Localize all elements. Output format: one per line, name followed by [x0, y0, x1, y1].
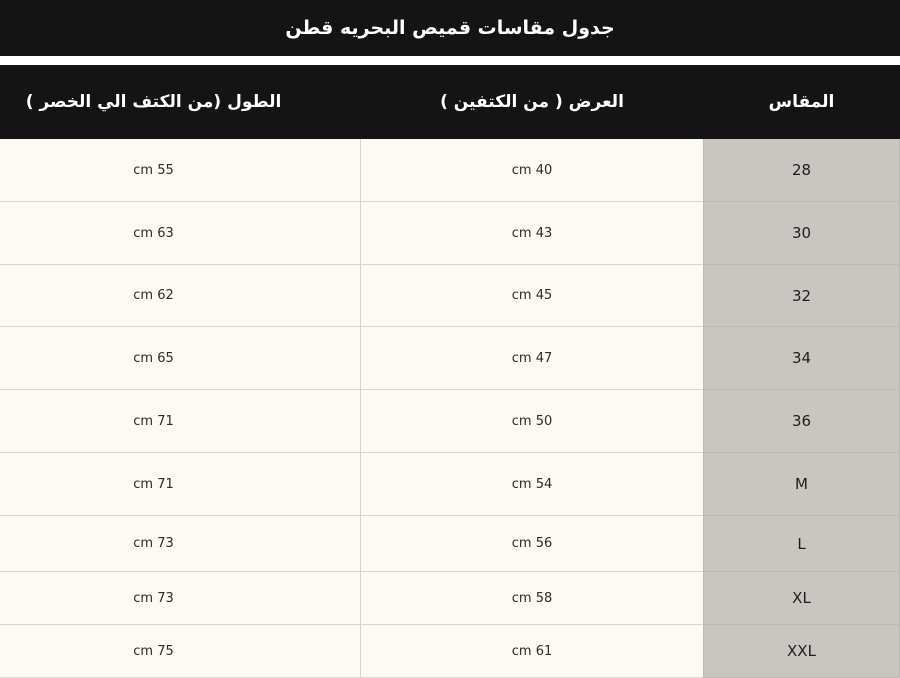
size-chart-table — [0, 65, 900, 678]
table-row — [0, 327, 900, 390]
cell-size: 34 — [704, 327, 900, 390]
cell-size: XXL — [704, 625, 900, 678]
cell-size: M — [704, 453, 900, 516]
column-header-width: العرض ( من الكتفين ) — [361, 66, 704, 139]
cell-length: 65 cm — [0, 327, 361, 390]
table-body — [0, 139, 900, 678]
cell-size: 32 — [704, 265, 900, 327]
cell-length: 71 cm — [0, 453, 361, 516]
table-row — [0, 572, 900, 625]
cell-size: 28 — [704, 139, 900, 202]
page-title — [0, 0, 900, 56]
cell-width: 56 cm — [361, 516, 704, 572]
page-title-text: جدول مقاسات قميص البحريه قطن — [285, 17, 615, 39]
cell-length: 71 cm — [0, 390, 361, 453]
cell-width: 50 cm — [361, 390, 704, 453]
cell-width: 54 cm — [361, 453, 704, 516]
table-row — [0, 139, 900, 202]
column-header-length: الطول (من الكتف الي الخصر ) — [0, 66, 361, 139]
cell-width: 43 cm — [361, 202, 704, 265]
cell-width: 40 cm — [361, 139, 704, 202]
table-row — [0, 202, 900, 265]
cell-width: 58 cm — [361, 572, 704, 625]
table-row — [0, 516, 900, 572]
table-row — [0, 453, 900, 516]
cell-size: XL — [704, 572, 900, 625]
cell-size: 30 — [704, 202, 900, 265]
table-row — [0, 390, 900, 453]
cell-length: 62 cm — [0, 265, 361, 327]
cell-length: 75 cm — [0, 625, 361, 678]
cell-width: 45 cm — [361, 265, 704, 327]
cell-size: L — [704, 516, 900, 572]
cell-width: 47 cm — [361, 327, 704, 390]
cell-size: 36 — [704, 390, 900, 453]
table-row — [0, 265, 900, 327]
cell-length: 63 cm — [0, 202, 361, 265]
cell-length: 55 cm — [0, 139, 361, 202]
cell-length: 73 cm — [0, 572, 361, 625]
table-header — [0, 66, 900, 139]
table-row — [0, 625, 900, 678]
table-header-row — [0, 66, 900, 139]
column-header-size: المقاس — [704, 66, 900, 139]
cell-length: 73 cm — [0, 516, 361, 572]
title-table-spacer — [0, 56, 900, 65]
cell-width: 61 cm — [361, 625, 704, 678]
